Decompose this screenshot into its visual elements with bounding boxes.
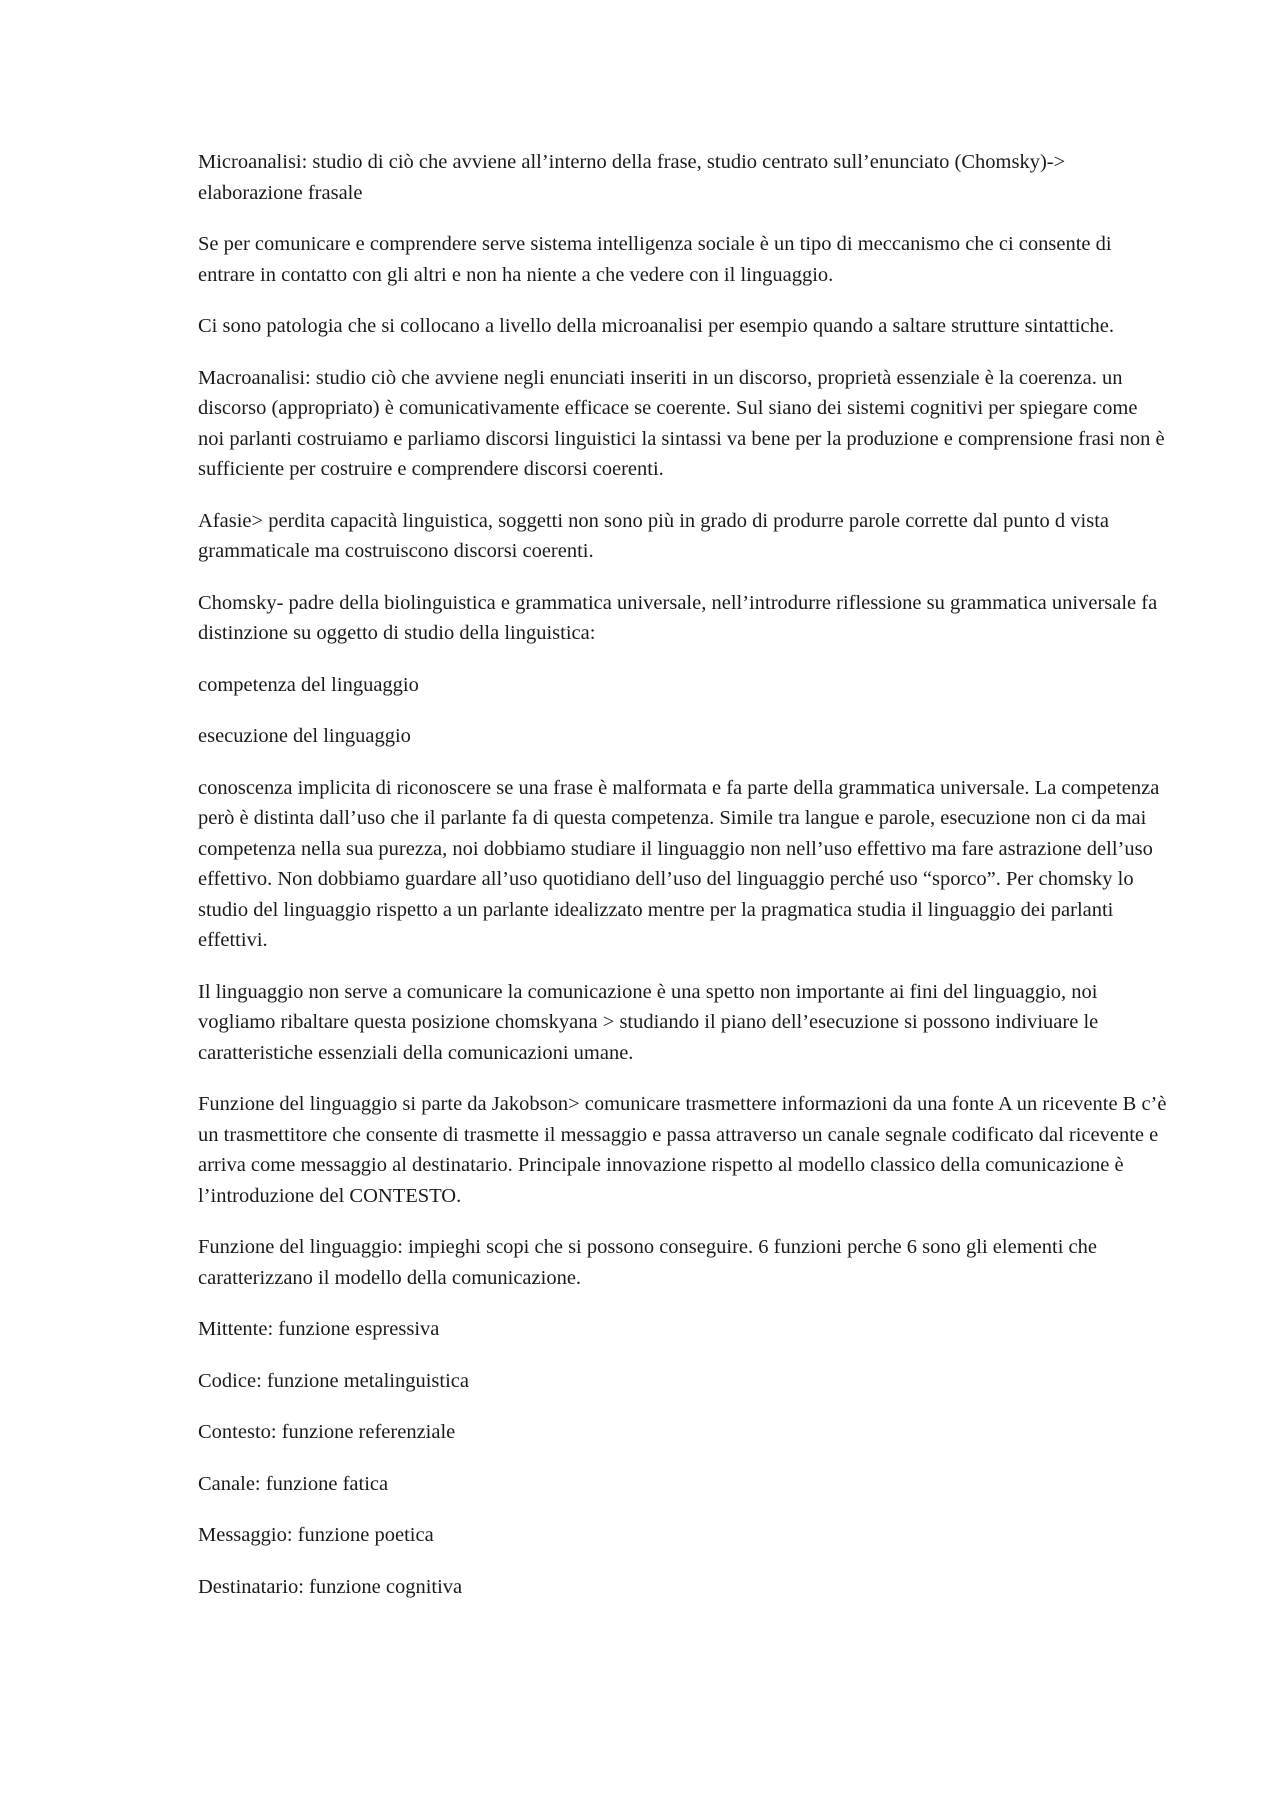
list-item-contesto: Contesto: funzione referenziale <box>198 1421 456 1443</box>
paragraph-esecuzione: esecuzione del linguaggio <box>198 725 411 747</box>
list-item-destinatario: Destinatario: funzione cognitiva <box>198 1575 463 1598</box>
paragraph-afasie: Afasie> perdita capacità linguistica, soggetti non sono più in grado di produrre parole corrette dal punto d vista grammaticale ma costruiscono discorsi coerenti. <box>198 509 1110 562</box>
paragraph-chomsky: Chomsky- padre della biolinguistica e grammatica universale, nell’introdurre riflessione su grammatica universale fa distinzione su oggetto di studio della linguistica: <box>198 591 1158 644</box>
paragraph-microanalisi: Microanalisi: studio di ciò che avviene all’interno della frase, studio centrato sull’enunciato (Chomsky)-> elaborazione frasale <box>198 151 1066 204</box>
paragraph-funzioni: Funzione del linguaggio: impieghi scopi che si possono conseguire. 6 funzioni perche 6 sono gli elementi che caratterizzano il modello della comunicazione. <box>198 1236 1097 1289</box>
document-body <box>198 147 1168 1623</box>
list-item-messaggio: Messaggio: funzione poetica <box>198 1524 434 1546</box>
list-item-canale: Canale: funzione fatica <box>198 1472 389 1495</box>
paragraph-comunicazione: Il linguaggio non serve a comunicare la comunicazione è una spetto non importante ai fini del linguaggio, noi vogliamo ribaltare questa posizione chomskyana > studiando il piano dell’esecuzione si possono indiviuare le caratteristiche essenziali della comunicazioni umane. <box>198 980 1099 1064</box>
paragraph-conoscenza-implicita: conoscenza implicita di riconoscere se una frase è malformata e fa parte della grammatica universale. La competenza però è distinta dall’uso che il parlante fa di questa competenza. Simile tra langue e parole, esecuzione non ci da mai competenza nella sua purezza, noi dobbiamo studiare il linguaggio non nell’uso effettivo ma fare astrazione dell’uso effettivo. Non dobbiamo guardare all’uso quotidiano dell’uso del linguaggio perché uso “sporco”. Per chomsky lo studio del linguaggio rispetto a un parlante idealizzato mentre per la pragmatica studia il linguaggio dei parlanti effettivi. <box>198 776 1160 951</box>
paragraph-jakobson: Funzione del linguaggio si parte da Jakobson> comunicare trasmettere informazioni da una fonte A un ricevente B c’è un trasmettitore che consente di trasmette il messaggio e passa attraverso un canale segnale codificato dal ricevente e arriva come messaggio al destinatario. Principale innovazione rispetto al modello classico della comunicazione è l’introduzione del CONTESTO. <box>198 1093 1167 1207</box>
paragraph-patologia: Ci sono patologia che si collocano a livello della microanalisi per esempio quando a saltare strutture sintattiche. <box>198 315 1114 337</box>
paragraph-macroanalisi: Macroanalisi: studio ciò che avviene negli enunciati inseriti in un discorso, proprietà essenziale è la coerenza. un discorso (appropriato) è comunicativamente efficace se coerente. Sul siano dei sistemi cognitivi per spiegare come noi parlanti costruiamo e parliamo discorsi linguistici la sintassi va bene per la produzione e comprensione frasi non è sufficiente per costruire e comprendere discorsi coerenti. <box>198 366 1165 480</box>
paragraph-intelligenza-sociale: Se per comunicare e comprendere serve sistema intelligenza sociale è un tipo di meccanismo che ci consente di entrare in contatto con gli altri e non ha niente a che vedere con il linguaggio. <box>198 233 1112 286</box>
paragraph-competenza: competenza del linguaggio <box>198 673 419 696</box>
list-item-codice: Codice: funzione metalinguistica <box>198 1369 469 1392</box>
list-item-mittente: Mittente: funzione espressiva <box>198 1318 440 1340</box>
